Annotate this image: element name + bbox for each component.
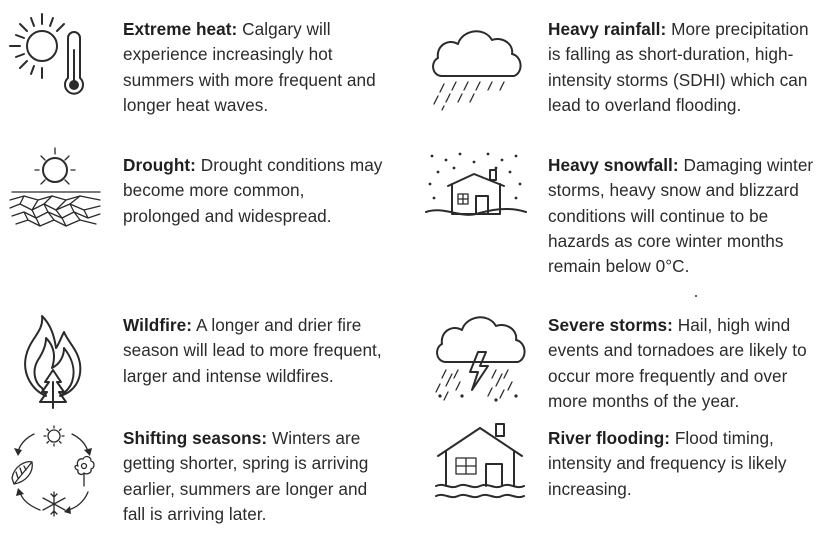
hazard-title: River flooding: <box>548 428 671 448</box>
hazard-title: Heavy snowfall: <box>548 155 679 175</box>
flame-tree-icon <box>16 312 88 408</box>
hazard-description: Hail, high wind events and tornadoes are likely to occur more frequently and over more months of the year. <box>548 315 807 411</box>
snowed-house-icon <box>424 150 528 230</box>
hazard-title: Drought: <box>123 155 196 175</box>
hazard-description: A longer and drier fire season will lead to more frequent, larger and intense wildfires. <box>123 315 382 386</box>
storm-cloud-lightning-icon <box>432 312 528 404</box>
hazard-text <box>123 153 385 229</box>
hazard-text <box>548 17 820 118</box>
hazard-text <box>123 426 385 527</box>
hazard-text <box>123 17 385 118</box>
hazard-description: Damaging winter storms, heavy snow and blizzard conditions will continue to be hazards as core winter months remain below 0°C. <box>548 155 814 277</box>
hazard-text <box>548 153 820 279</box>
hazard-description: Drought conditions may become more common, prolonged and widespread. <box>123 155 383 226</box>
hazard-description: Flood timing, intensity and frequency is likely increasing. <box>548 428 787 499</box>
sun-thermometer-icon <box>8 8 92 100</box>
hazard-text <box>548 313 820 414</box>
season-cycle-icon <box>6 424 102 520</box>
hazard-text <box>123 313 385 389</box>
hazard-title: Severe storms: <box>548 315 673 335</box>
hazard-title: Heavy rainfall: <box>548 19 667 39</box>
rain-cloud-icon <box>428 16 524 112</box>
stray-dot <box>695 295 697 297</box>
flooded-house-icon <box>432 420 528 504</box>
hazard-title: Wildfire: <box>123 315 193 335</box>
hazard-text <box>548 426 820 502</box>
hazard-title: Extreme heat: <box>123 19 238 39</box>
hazard-description: Winters are getting shorter, spring is arriving earlier, summers are longer and fall is arriving later. <box>123 428 369 524</box>
sun-cracked-earth-icon <box>8 146 104 238</box>
hazard-description: More precipitation is falling as short-duration, high-intensity storms (SDHI) which can lead to overland flooding. <box>548 19 809 115</box>
hazard-title: Shifting seasons: <box>123 428 268 448</box>
hazard-description: Calgary will experience increasingly hot summers with more frequent and longer heat waves. <box>123 19 376 115</box>
